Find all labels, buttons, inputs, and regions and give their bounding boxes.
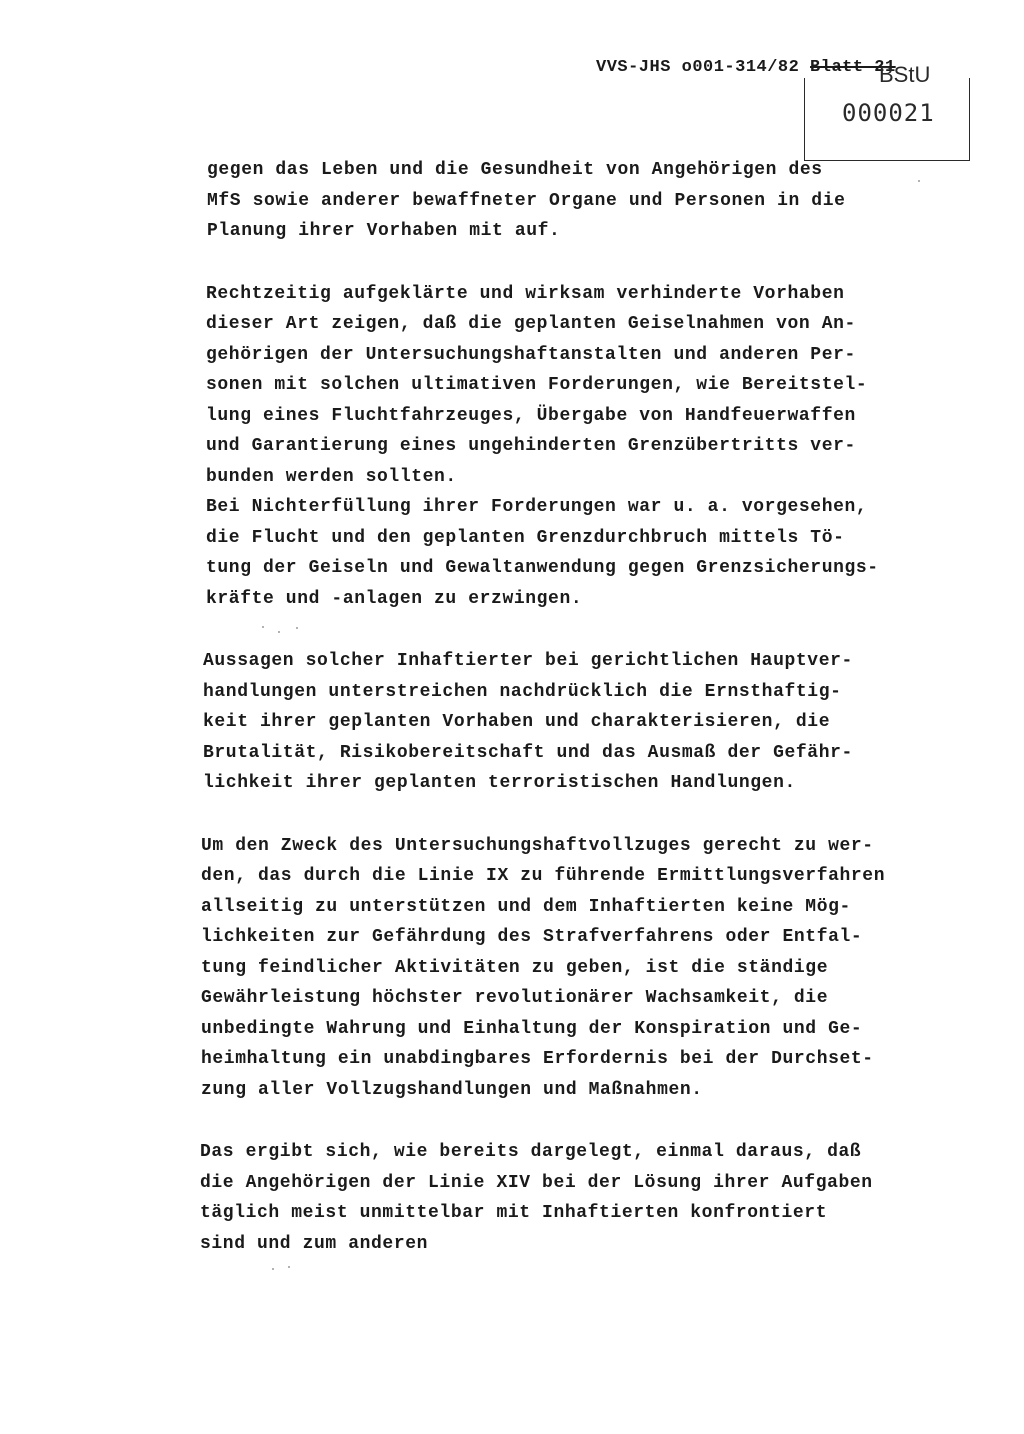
archive-page-number: 000021 (842, 99, 935, 127)
text-line: Bei Nichterfüllung ihrer Forderungen war u. a. vorgesehen, (206, 497, 868, 517)
text-line: den, das durch die Linie IX zu führende Ermittlungsverfahren (201, 866, 886, 886)
body-text (200, 155, 960, 1291)
text-line: Das ergibt sich, wie bereits dargelegt, einmal daraus, daß (200, 1142, 862, 1162)
archive-stamp-label: BStU (879, 62, 931, 87)
text-line: lung eines Fluchtfahrzeuges, Übergabe von Handfeuerwaffen (206, 405, 856, 426)
paragraph (206, 279, 960, 615)
text-line: tung feindlicher Aktivitäten zu geben, ist die ständige (201, 957, 829, 978)
text-line: bunden werden sollten. (206, 466, 457, 487)
paragraph (203, 646, 960, 799)
text-line: Aussagen solcher Inhaftierter bei gerichtlichen Hauptver- (203, 651, 853, 671)
text-line: Planung ihrer Vorhaben mit auf. (207, 221, 561, 241)
text-line: sonen mit solchen ultimativen Forderungen, wie Bereitstel- (206, 375, 868, 395)
text-line: tung der Geiseln und Gewaltanwendung gegen Grenzsicherungs- (206, 558, 879, 578)
reference-number: VVS-JHS o001-314/82 (596, 58, 800, 77)
text-line: zung aller Vollzugshandlungen und Maßnahmen. (201, 1079, 703, 1100)
text-line: Brutalität, Risikobereitschaft und das Ausmaß der Gefähr- (203, 742, 853, 763)
text-line: gehörigen der Untersuchungshaftanstalten und anderen Per- (206, 344, 856, 365)
scan-speck (272, 1268, 274, 1270)
text-line: kräfte und -anlagen zu erzwingen. (206, 588, 583, 609)
text-line: Um den Zweck des Untersuchungshaftvollzuges gerecht zu wer- (201, 835, 874, 856)
text-line: täglich meist unmittelbar mit Inhaftierten konfrontiert (200, 1203, 828, 1223)
text-line: lichkeiten zur Gefährdung des Strafverfahrens oder Entfal- (201, 927, 863, 947)
text-line: Gewährleistung höchster revolutionärer Wachsamkeit, die (201, 988, 829, 1008)
text-line: dieser Art zeigen, daß die geplanten Geiselnahmen von An- (206, 314, 856, 334)
text-line: keit ihrer geplanten Vorhaben und charakterisieren, die (203, 712, 831, 732)
text-line: sind und zum anderen (200, 1233, 429, 1254)
text-line: unbedingte Wahrung und Einhaltung der Konspiration und Ge- (201, 1018, 863, 1039)
sheet-number-struck: Blatt 21 (810, 58, 896, 77)
scan-speck (262, 626, 264, 628)
scan-speck (918, 180, 920, 182)
paragraph (200, 1137, 960, 1259)
scan-speck (278, 631, 280, 633)
text-line: gegen das Leben und die Gesundheit von Angehörigen des (207, 160, 823, 180)
document-reference (596, 58, 896, 77)
paragraph (207, 155, 960, 247)
text-line: Rechtzeitig aufgeklärte und wirksam verhinderte Vorhaben (206, 283, 845, 304)
text-line: MfS sowie anderer bewaffneter Organe und Personen in die (207, 190, 846, 211)
scan-speck (288, 1266, 290, 1268)
text-line: allseitig zu unterstützen und dem Inhaftierten keine Mög- (201, 896, 851, 917)
text-line: und Garantierung eines ungehinderten Grenzübertritts ver- (206, 436, 856, 456)
scan-speck (296, 627, 298, 629)
text-line: die Flucht und den geplanten Grenzdurchbruch mittels Tö- (206, 527, 845, 548)
text-line: heimhaltung ein unabdingbares Erfordernis bei der Durchset- (201, 1049, 874, 1069)
text-line: die Angehörigen der Linie XIV bei der Lösung ihrer Aufgaben (200, 1172, 873, 1193)
text-line: lichkeit ihrer geplanten terroristischen Handlungen. (203, 773, 796, 793)
paragraph (201, 831, 960, 1106)
text-line: handlungen unterstreichen nachdrücklich die Ernsthaftig- (203, 681, 842, 702)
